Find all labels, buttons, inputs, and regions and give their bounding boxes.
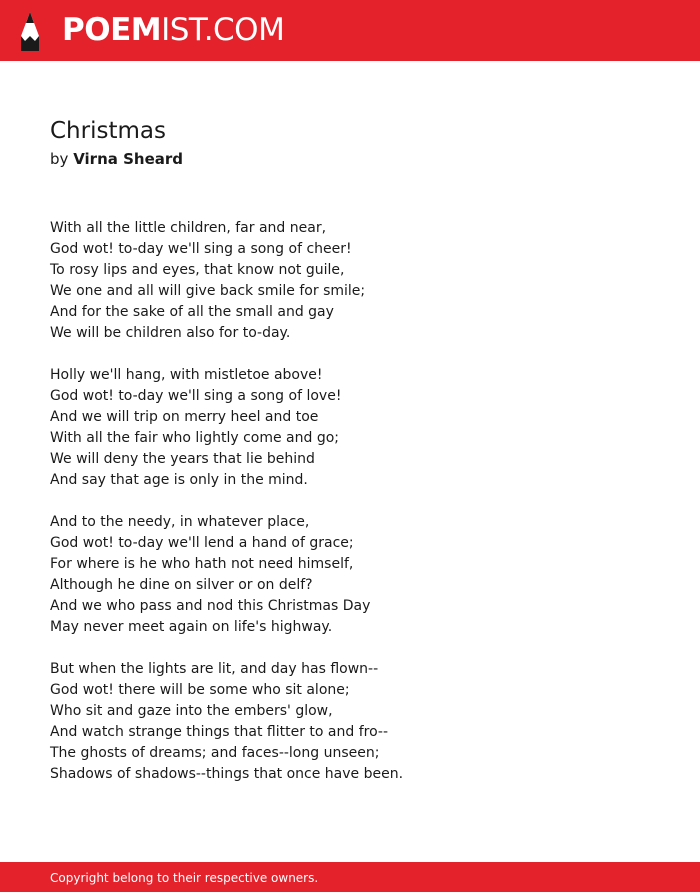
poem-line: For where is he who hath not need himself, [50, 556, 354, 572]
stanza [50, 659, 650, 785]
logo-brand-light: IST.COM [161, 12, 285, 48]
poem-line: We will be children also for to-day. [50, 325, 291, 341]
poem-line: We will deny the years that lie behind [50, 451, 315, 467]
poem-line: Who sit and gaze into the embers' glow, [50, 703, 333, 719]
poem-line: With all the fair who lightly come and go; [50, 430, 339, 446]
by-label: by [50, 150, 69, 168]
site-logo[interactable] [62, 12, 284, 48]
poem-line: And we will trip on merry heel and toe [50, 409, 319, 425]
author-name: Virna Sheard [73, 150, 184, 168]
poem-line: Holly we'll hang, with mistletoe above! [50, 367, 323, 383]
poem-line: And to the needy, in whatever place, [50, 514, 310, 530]
copyright-notice: Copyright belong to their respective owners. [50, 871, 319, 885]
poem-line: God wot! to-day we'll sing a song of cheer! [50, 241, 352, 257]
poem-body [50, 218, 650, 806]
poem-line: But when the lights are lit, and day has flown-- [50, 661, 379, 677]
poem-line: The ghosts of dreams; and faces--long unseen; [50, 745, 380, 761]
poem-title: Christmas [50, 118, 166, 144]
poem-line: God wot! to-day we'll sing a song of love! [50, 388, 342, 404]
poem-line: And for the sake of all the small and gay [50, 304, 334, 320]
site-footer [0, 862, 700, 892]
stanza [50, 365, 650, 491]
poem-line: We one and all will give back smile for smile; [50, 283, 366, 299]
poem-line: God wot! there will be some who sit alone; [50, 682, 350, 698]
logo-brand-bold: POEM [62, 12, 162, 48]
stanza [50, 218, 650, 344]
poem-line: And we who pass and nod this Christmas Day [50, 598, 371, 614]
poem-line: May never meet again on life's highway. [50, 619, 333, 635]
poem-line: Although he dine on silver or on delf? [50, 577, 313, 593]
site-header [0, 0, 700, 61]
pencil-tip-icon[interactable] [18, 10, 42, 52]
poem-line: Shadows of shadows--things that once have been. [50, 766, 404, 782]
poem-line: God wot! to-day we'll lend a hand of grace; [50, 535, 354, 551]
stanza [50, 512, 650, 638]
byline [50, 148, 183, 170]
poem-line: With all the little children, far and near, [50, 220, 327, 236]
poem-line: And watch strange things that flitter to and fro-- [50, 724, 389, 740]
poem-line: And say that age is only in the mind. [50, 472, 308, 488]
poem-line: To rosy lips and eyes, that know not guile, [50, 262, 345, 278]
